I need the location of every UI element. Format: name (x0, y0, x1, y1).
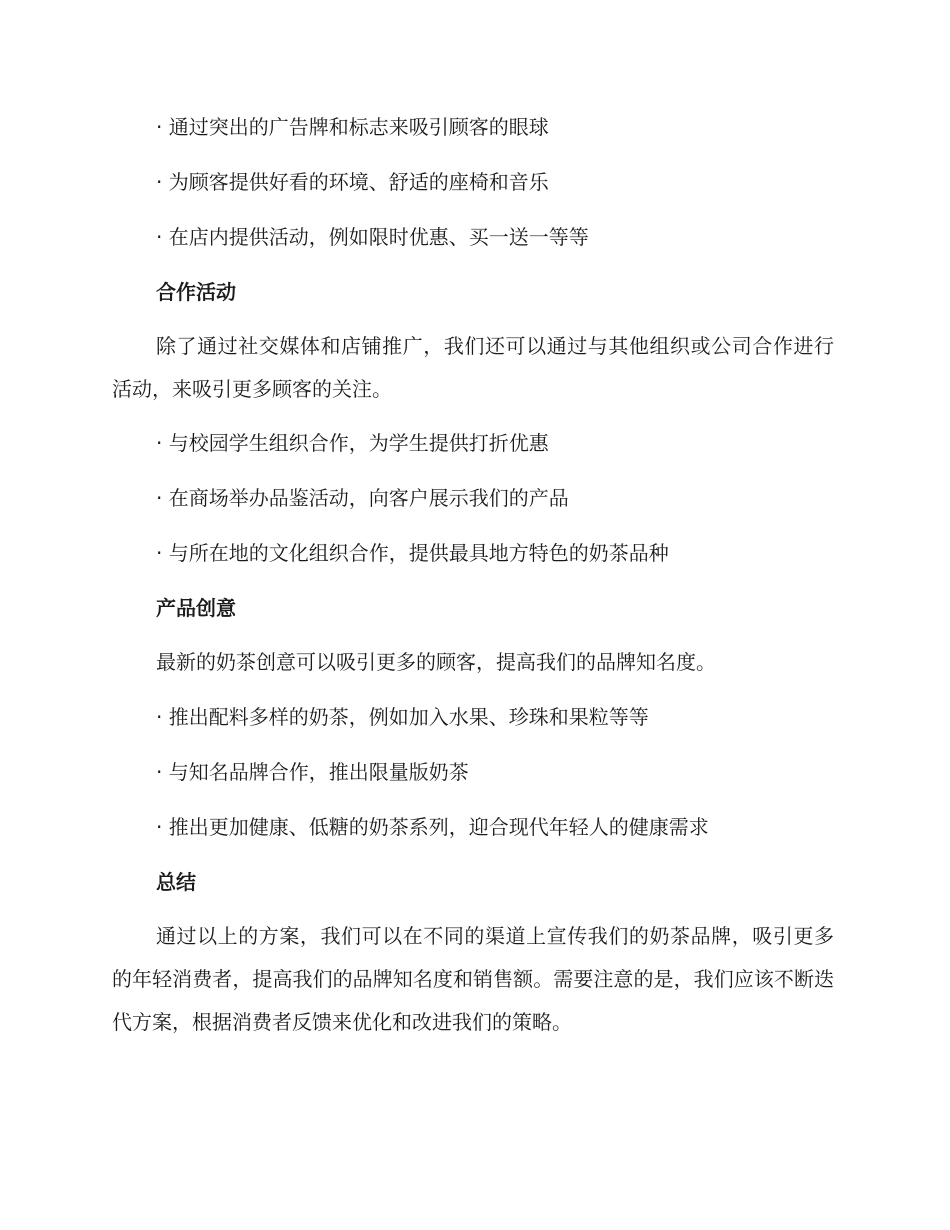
heading-product: 产品创意 (156, 596, 236, 620)
heading-cooperation: 合作活动 (156, 280, 236, 304)
bullet-environment: · 为顾客提供好看的环境、舒适的座椅和音乐 (156, 170, 549, 194)
paragraph-cooperation: 除了通过社交媒体和店铺推广，我们还可以通过与其他组织或公司合作进行活动，来吸引更多顾客的关注。 (112, 334, 834, 401)
bullet-healthy: · 推出更加健康、低糖的奶茶系列，迎合现代年轻人的健康需求 (156, 815, 709, 839)
paragraph-product: 最新的奶茶创意可以吸引更多的顾客，提高我们的品牌知名度。 (156, 650, 716, 674)
bullet-culture: · 与所在地的文化组织合作，提供最具地方特色的奶茶品种 (156, 541, 669, 565)
bullet-billboard: · 通过突出的广告牌和标志来吸引顾客的眼球 (156, 115, 549, 139)
bullet-campus: · 与校园学生组织合作，为学生提供打折优惠 (156, 431, 549, 455)
bullet-tasting: · 在商场举办品鉴活动，向客户展示我们的产品 (156, 486, 569, 510)
bullet-limited-edition: · 与知名品牌合作，推出限量版奶茶 (156, 760, 469, 784)
paragraph-summary: 通过以上的方案，我们可以在不同的渠道上宣传我们的奶茶品牌，吸引更多的年轻消费者，提高我们的品牌知名度和销售额。需要注意的是，我们应该不断迭代方案，根据消费者反馈来优化和改进我们的策略。 (112, 924, 834, 1034)
bullet-toppings: · 推出配料多样的奶茶，例如加入水果、珍珠和果粒等等 (156, 705, 649, 729)
bullet-in-store-events: · 在店内提供活动，例如限时优惠、买一送一等等 (156, 225, 589, 249)
heading-summary: 总结 (156, 870, 196, 894)
